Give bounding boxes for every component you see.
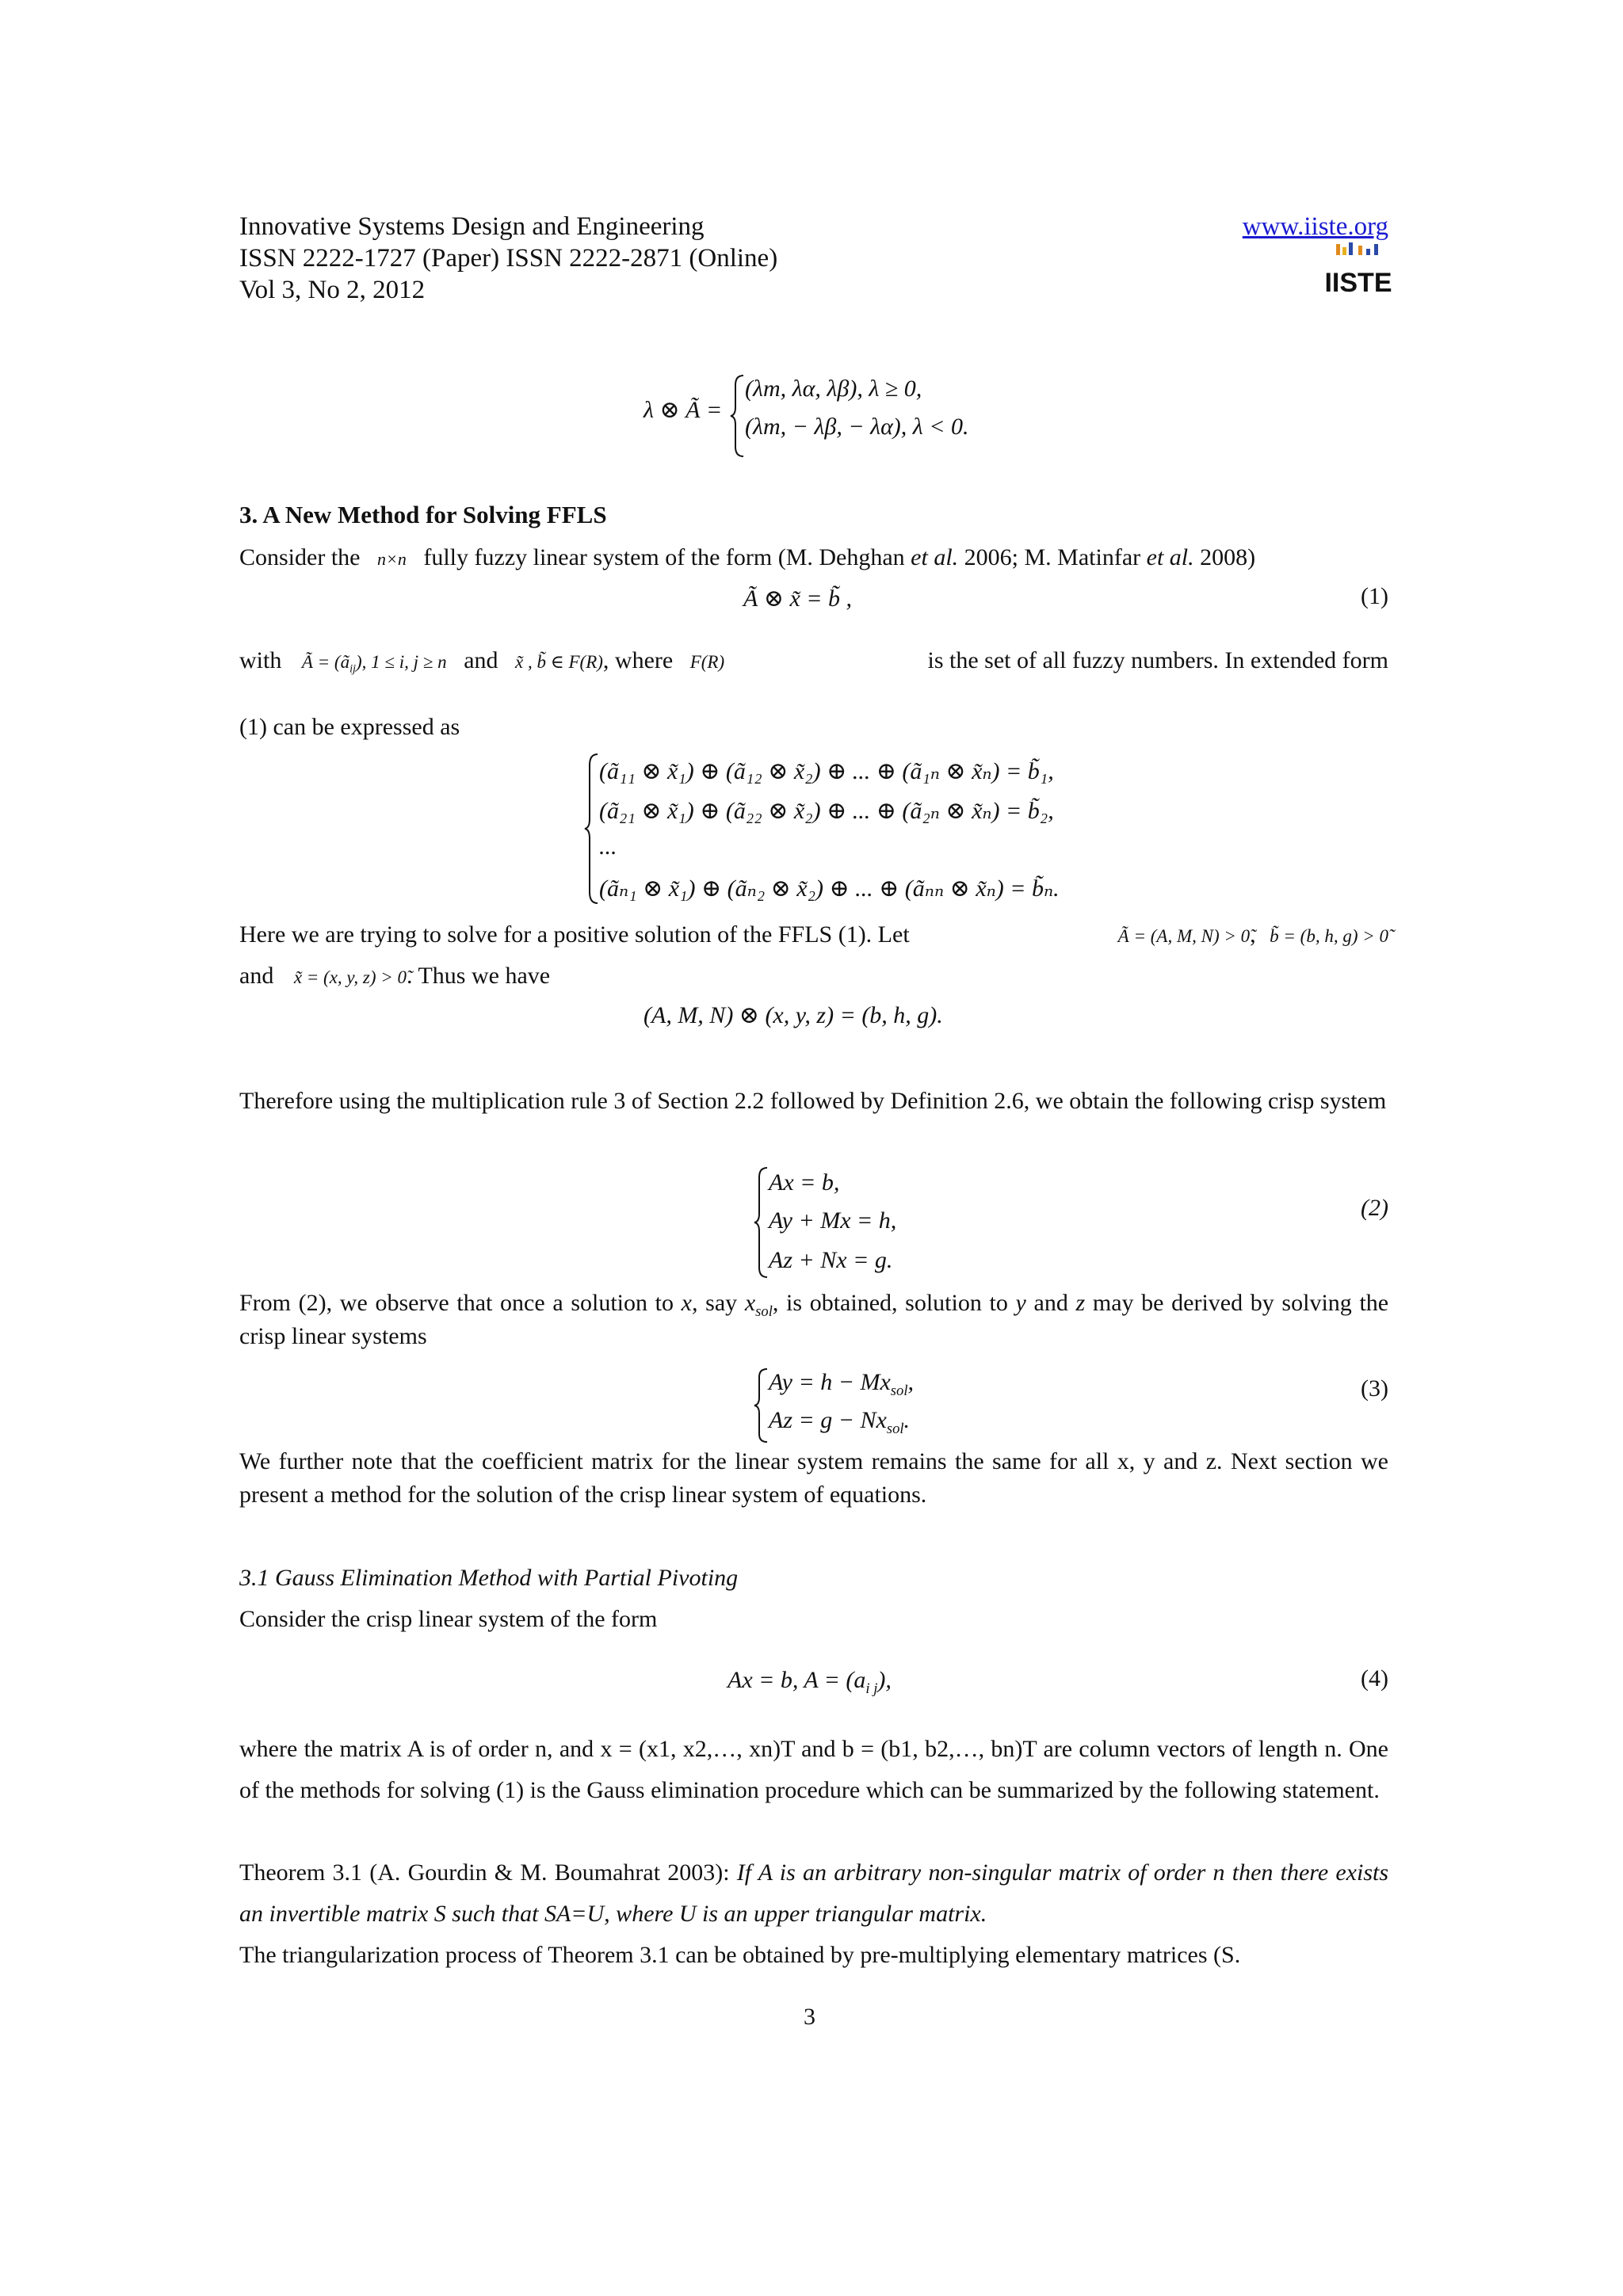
system-row-3: ...	[599, 833, 617, 860]
text-span: 2006; M. Matinfar	[964, 544, 1141, 570]
paragraph-therefore: Therefore using the multiplication rule 3 of Section 2.2 followed by Definition 2.6, we obtain the following crisp system	[239, 1088, 1387, 1114]
subscript: i j	[865, 1680, 878, 1697]
math-x-pos: x̃ = (x, y, z) > 0̃	[293, 967, 407, 987]
paragraph-coefficient: We further note that the coefficient matrix for the linear system remains the same for all x, y and z. Next section we present a method for the solution of the crisp linear system of equations.	[239, 1448, 1388, 1508]
section-heading: 3. A New Method for Solving FFLS	[239, 501, 607, 528]
eq2-row-1: Ax = b,	[769, 1169, 840, 1196]
paragraph-with	[239, 645, 1388, 678]
text-span: may be derived by solving the crisp linear systems	[239, 1290, 1389, 1349]
subsection-heading: 3.1 Gauss Elimination Method with Partial Pivoting	[239, 1565, 739, 1591]
theorem-3-1	[239, 1852, 1388, 1935]
subscript: ij	[349, 662, 356, 676]
eq3-row-1	[769, 1369, 914, 1399]
paragraph-and	[239, 960, 550, 994]
system-row-4: (ãₙ₁ ⊗ x̃₁) ⊕ (ãₙ₂ ⊗ x̃₂) ⊕ ... ⊕ (ãₙₙ ⊗ x̃ₙ) = b̃ₙ.	[599, 875, 1060, 902]
volume-line: Vol 3, No 2, 2012	[239, 276, 426, 304]
equation-1: Ã ⊗ x̃ = b̃ ,	[743, 585, 853, 612]
math-b-pos: b̃ = (b, h, g) > 0̃	[1270, 926, 1388, 946]
paragraph-intro	[239, 542, 1255, 575]
eq2-row-3: Az + Nx = g.	[769, 1247, 893, 1273]
math-nxn: n×n	[376, 549, 407, 569]
text-span: Consider the	[239, 544, 361, 570]
website-link[interactable]: www.iiste.org	[1242, 212, 1388, 241]
subscript: sol	[755, 1303, 773, 1320]
equation-product: (A, M, N) ⊗ (x, y, z) = (b, h, g).	[643, 1002, 943, 1028]
math-xb-def: x̃ , b̃ ∈ F(R)	[515, 652, 603, 672]
text-span: is the set of all fuzzy numbers. In extended form	[927, 647, 1388, 673]
theorem-text: If A is an arbitrary non-singular matrix of order n then there exists an invertible matrix S such that SA=U, where U is an upper triangular matrix.	[239, 1859, 1389, 1927]
subscript: sol	[886, 1421, 904, 1437]
paragraph-extended: (1) can be expressed as	[239, 714, 460, 740]
left-brace-icon	[583, 751, 601, 906]
text-span: , is obtained, solution to	[772, 1290, 1008, 1316]
math-group	[1118, 919, 1388, 952]
page-number: 3	[804, 2004, 815, 2030]
equation-4	[727, 1667, 892, 1697]
text-span: fully fuzzy linear system of the form (M. Dehghan	[423, 544, 905, 570]
text-span: , where	[602, 647, 674, 673]
text-span: . Thus we have	[407, 963, 551, 989]
equation-number-1: (1)	[1361, 583, 1388, 609]
text-span: and	[1033, 1290, 1068, 1316]
text-span: with	[239, 647, 282, 673]
scalar-mult-case1: (λm, λα, λβ), λ ≥ 0,	[745, 376, 922, 402]
paragraph-observe	[239, 1287, 1388, 1353]
scalar-mult-case2: (λm, − λβ, − λα), λ < 0.	[745, 414, 969, 440]
journal-title: Innovative Systems Design and Engineering	[239, 212, 705, 241]
text-span: From (2), we observe that once a solution to	[239, 1290, 674, 1316]
system-row-2: (ã₂₁ ⊗ x̃₁) ⊕ (ã₂₂ ⊗ x̃₂) ⊕ ... ⊕ (ã₂ₙ ⊗ x̃ₙ) = b̃₂,	[599, 798, 1054, 824]
paragraph-where-matrix: where the matrix A is of order n, and x = (x1, x2,…, xn)T and b = (b1, b2,…, bn)T are column vectors of length n. One of the methods for solving (1) is the Gauss elimination procedure which can be summarized by the following statement.	[239, 1736, 1388, 1803]
math-part: ),	[877, 1667, 892, 1693]
math-part: x	[744, 1290, 756, 1316]
subscript: sol	[890, 1383, 908, 1399]
math-A-def	[301, 652, 447, 676]
math-part: Ã = (ã	[301, 652, 350, 672]
text-span: say	[705, 1290, 738, 1316]
eq3-row-2	[769, 1407, 911, 1437]
math-part: ,	[907, 1369, 914, 1395]
theorem-label: Theorem 3.1 (A. Gourdin & M. Boumahrat 2003):	[239, 1859, 730, 1886]
math-z: z	[1075, 1290, 1086, 1316]
system-row-1: (ã₁₁ ⊗ x̃₁) ⊕ (ã₁₂ ⊗ x̃₂) ⊕ ... ⊕ (ã₁ₙ ⊗ x̃ₙ) = b̃₁,	[599, 758, 1054, 784]
math-part: .	[903, 1407, 911, 1433]
math-part: ), 1 ≤ i, j ≥ n	[356, 652, 447, 672]
left-brace-icon	[753, 1366, 770, 1445]
math-x: x,	[681, 1290, 698, 1316]
iiste-logo-icon	[1324, 242, 1392, 298]
math-xsol	[744, 1290, 773, 1320]
paragraph-consider: Consider the crisp linear system of the form	[239, 1606, 658, 1632]
left-brace-icon	[753, 1165, 770, 1280]
text-span: and	[464, 647, 498, 673]
equation-number-2: (2)	[1361, 1195, 1388, 1221]
iiste-logo	[1324, 242, 1392, 298]
left-brace-icon	[729, 372, 747, 460]
etal: et al.	[911, 544, 959, 570]
equation-number-4: (4)	[1361, 1665, 1388, 1691]
math-part: Az = g − Nx	[769, 1407, 887, 1433]
equation-number-3: (3)	[1361, 1375, 1388, 1402]
text-span: 2008)	[1200, 544, 1256, 570]
eq2-row-2: Ay + Mx = h,	[769, 1207, 897, 1234]
text-span: Here we are trying to solve for a positive solution of the FFLS (1). Let	[239, 921, 910, 948]
issn-line: ISSN 2222-1727 (Paper) ISSN 2222-2871 (Online)	[239, 244, 778, 273]
math-part: Ax = b, A = (a	[727, 1667, 866, 1693]
text-span: and	[239, 963, 274, 989]
math-FR: F(R)	[689, 652, 725, 672]
text-span: ,	[1250, 921, 1256, 948]
paragraph-triangularization: The triangularization process of Theorem 3.1 can be obtained by pre-multiplying elementary matrices (S.	[239, 1942, 1241, 1968]
math-part: Ay = h − Mx	[769, 1369, 891, 1395]
logo-text: IISTE	[1324, 268, 1392, 298]
math-A-pos: Ã = (A, M, N) > 0̃	[1117, 926, 1251, 946]
paragraph-positive	[239, 919, 1388, 951]
math-y: y	[1015, 1290, 1026, 1316]
etal: et al.	[1146, 544, 1194, 570]
scalar-mult-lhs: λ ⊗ Ã =	[643, 397, 723, 423]
